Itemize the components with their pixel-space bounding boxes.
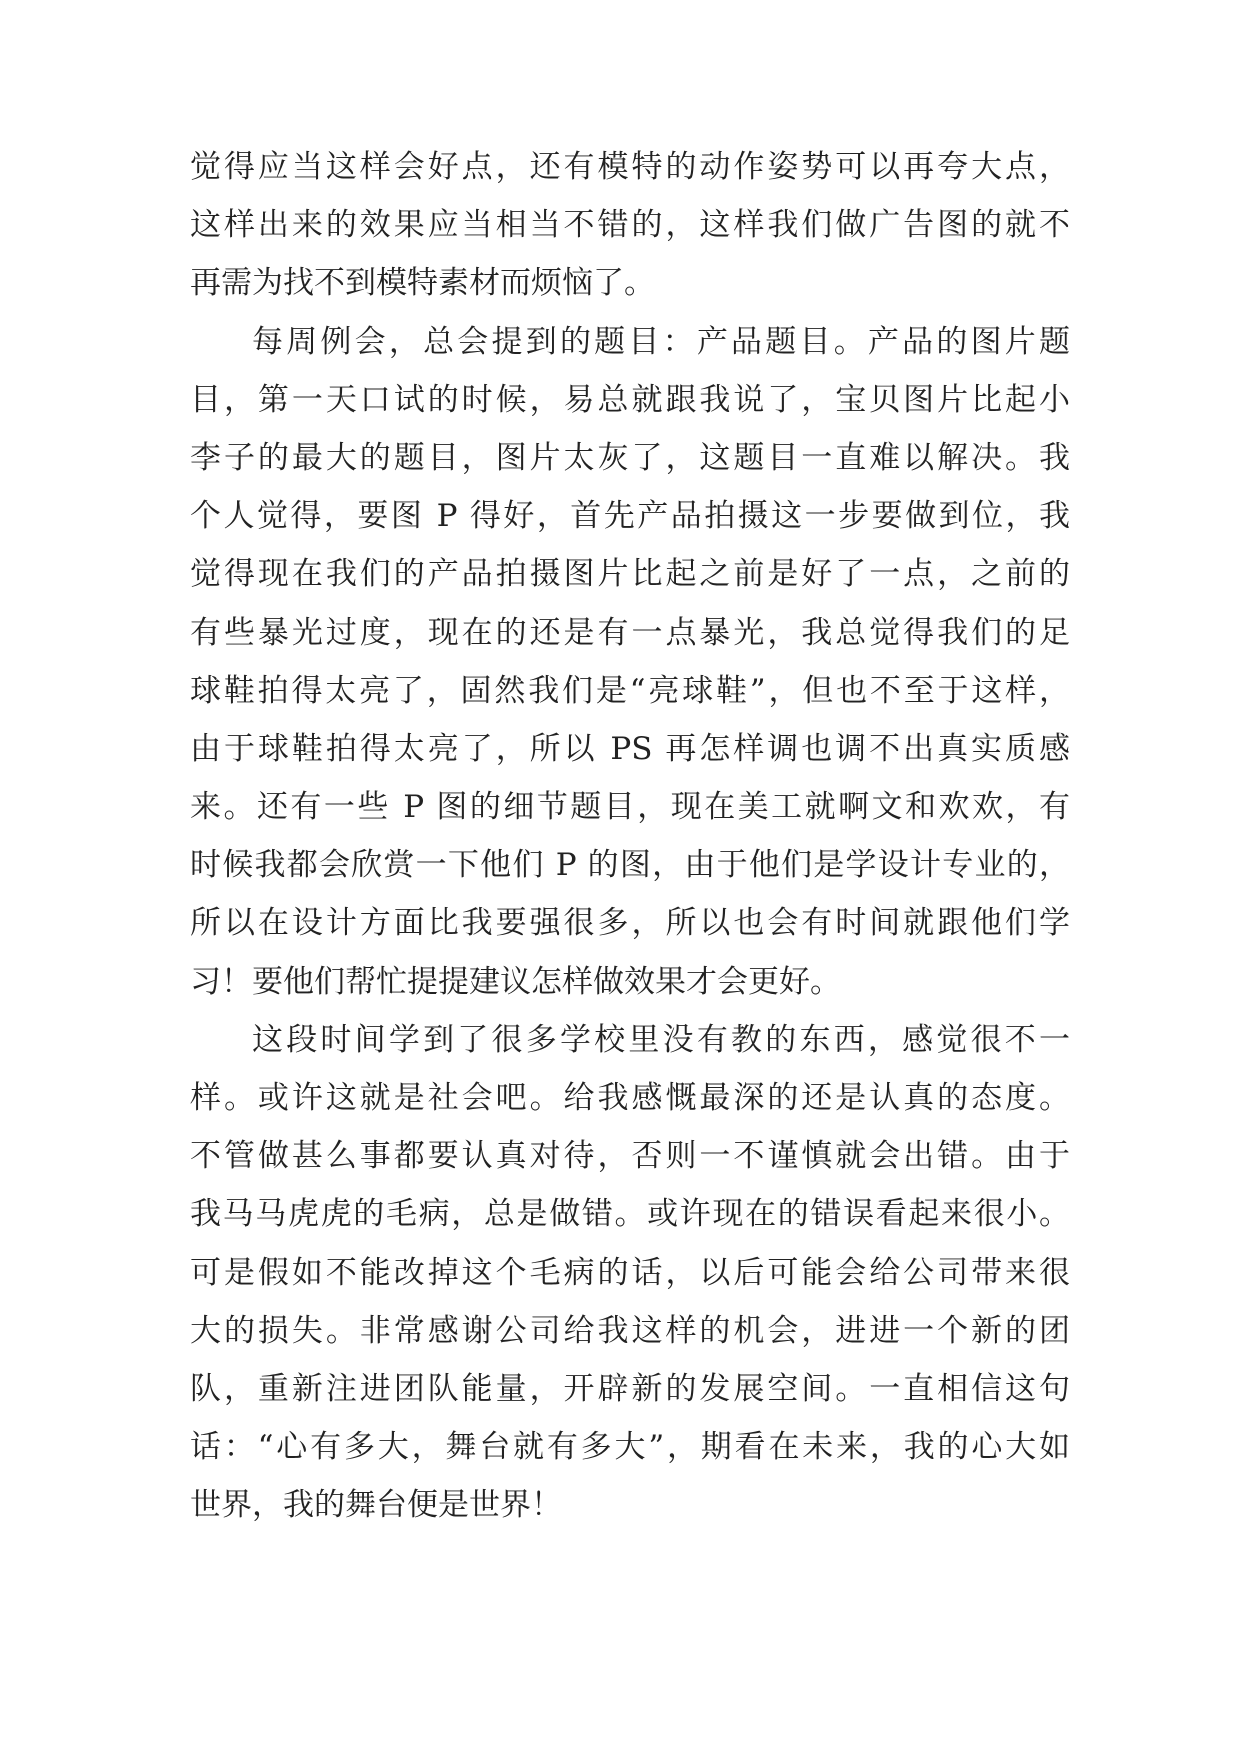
text-line: 目，第一天口试的时候，易总就跟我说了，宝贝图片比起小 bbox=[190, 381, 1070, 418]
text-line: 这段时间学到了很多学校里没有教的东西，感觉很不一 bbox=[252, 1021, 1070, 1058]
paragraph bbox=[190, 138, 1070, 313]
paragraph bbox=[190, 1011, 1070, 1535]
document-page bbox=[190, 138, 1070, 1535]
text-line: 觉得现在我们的产品拍摄图片比起之前是好了一点，之前的 bbox=[190, 556, 1070, 593]
text-line: 队，重新注进团队能量，开辟新的发展空间。一直相信这句 bbox=[190, 1370, 1070, 1407]
text-line: 有些暴光过度，现在的还是有一点暴光，我总觉得我们的足 bbox=[190, 614, 1070, 651]
text-line: 习！要他们帮忙提提建议怎样做效果才会更好。 bbox=[190, 963, 841, 1000]
text-line: 来。还有一些 P 图的细节题目，现在美工就啊文和欢欢，有 bbox=[190, 789, 1070, 826]
text-line: 可是假如不能改掉这个毛病的话，以后可能会给公司带来很 bbox=[190, 1254, 1070, 1291]
text-line: 世界，我的舞台便是世界！ bbox=[190, 1487, 562, 1524]
text-line: 我马马虎虎的毛病，总是做错。或许现在的错误看起来很小。 bbox=[190, 1196, 1070, 1233]
text-line: 每周例会，总会提到的题目：产品题目。产品的图片题 bbox=[252, 323, 1070, 360]
text-line: 不管做甚么事都要认真对待，否则一不谨慎就会出错。由于 bbox=[190, 1138, 1070, 1175]
text-line: 话：“心有多大，舞台就有多大”，期看在未来，我的心大如 bbox=[190, 1429, 1070, 1466]
text-line: 觉得应当这样会好点，还有模特的动作姿势可以再夸大点， bbox=[190, 149, 1070, 185]
text-line: 时候我都会欣赏一下他们 P 的图，由于他们是学设计专业的， bbox=[190, 847, 1070, 884]
text-line: 个人觉得，要图 P 得好，首先产品拍摄这一步要做到位，我 bbox=[190, 498, 1070, 535]
text-line: 大的损失。非常感谢公司给我这样的机会，进进一个新的团 bbox=[190, 1312, 1070, 1349]
text-line: 再需为找不到模特素材而烦恼了。 bbox=[190, 265, 655, 302]
text-line: 所以在设计方面比我要强很多，所以也会有时间就跟他们学 bbox=[190, 905, 1070, 942]
text-line: 球鞋拍得太亮了，固然我们是“亮球鞋”，但也不至于这样， bbox=[190, 672, 1070, 709]
text-line: 由于球鞋拍得太亮了，所以 PS 再怎样调也调不出真实质感 bbox=[190, 730, 1070, 767]
text-line: 样。或许这就是社会吧。给我感慨最深的还是认真的态度。 bbox=[190, 1080, 1070, 1116]
text-line: 李子的最大的题目，图片太灰了，这题目一直难以解决。我 bbox=[190, 439, 1070, 476]
paragraph bbox=[190, 313, 1070, 1011]
text-line: 这样出来的效果应当相当不错的，这样我们做广告图的就不 bbox=[190, 207, 1070, 244]
